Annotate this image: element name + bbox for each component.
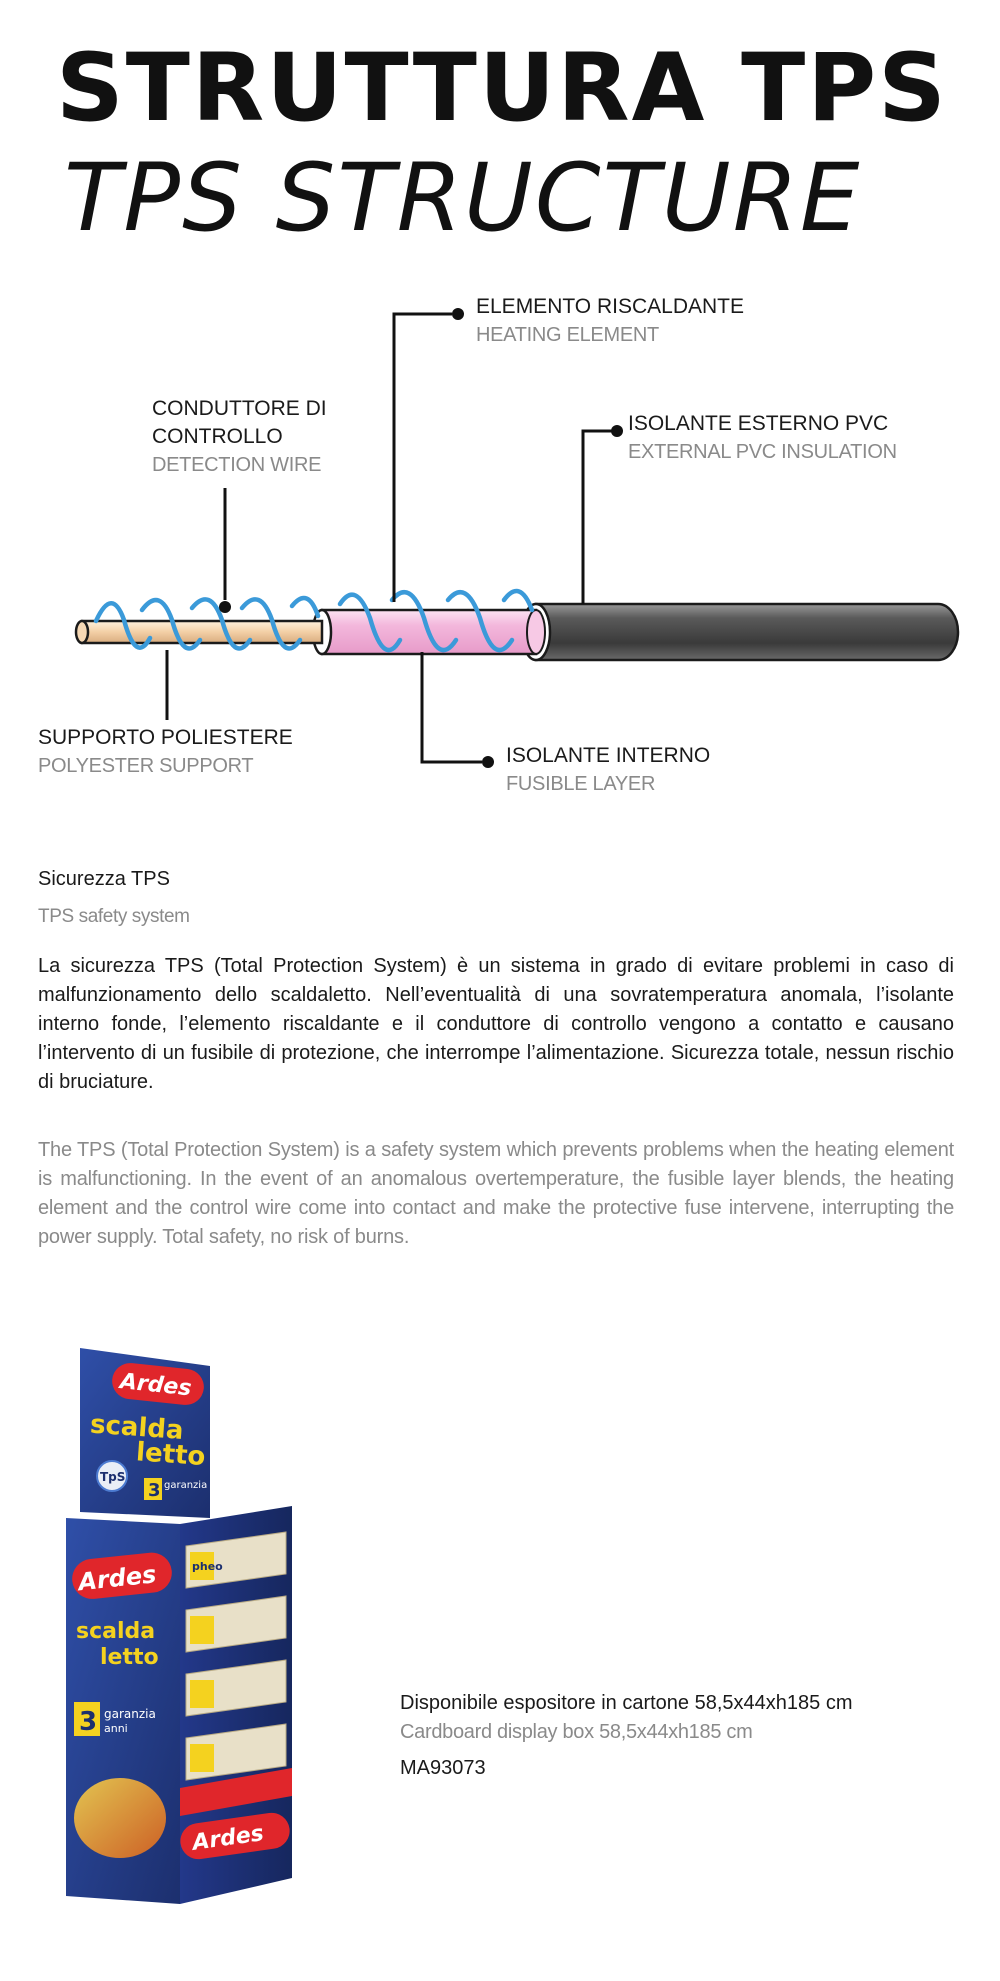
display-description-english: Cardboard display box 58,5x44xh185 cm (400, 1721, 753, 1743)
leader-external-insulation (583, 431, 612, 604)
dot-detection-wire (219, 601, 231, 613)
display-product-code: MA93073 (400, 1757, 486, 1779)
label-fusible-layer (506, 742, 710, 798)
box-product-top-1: scalda (89, 1409, 185, 1446)
label-detection-wire-it-1: CONDUTTORE DI (152, 397, 327, 420)
label-external-insulation-en: EXTERNAL PVC INSULATION (628, 441, 897, 463)
box-warranty-word-top: garanzia (164, 1480, 208, 1491)
box-product-top-2: letto (135, 1437, 207, 1473)
label-heating-element-it: ELEMENTO RISCALDANTE (476, 295, 745, 318)
label-heating-element (476, 293, 744, 349)
label-external-insulation (628, 410, 897, 466)
box-warranty-unit-front: anni (104, 1722, 128, 1735)
label-detection-wire-en: DETECTION WIRE (152, 454, 322, 476)
label-external-insulation-it: ISOLANTE ESTERNO PVC (628, 412, 889, 435)
box-warranty-years-front: 3 (79, 1707, 98, 1737)
box-tps-badge: TpS (100, 1470, 126, 1484)
label-detection-wire-it-2: CONTROLLO (152, 425, 283, 448)
section-heading-english: TPS safety system (38, 906, 190, 927)
box-warranty-years-top: 3 (148, 1480, 161, 1501)
section-heading-italian: Sicurezza TPS (38, 868, 170, 890)
box-item-brand: pheo (192, 1560, 223, 1573)
box-warranty-word-front: garanzia (104, 1707, 156, 1721)
label-heating-element-en: HEATING ELEMENT (476, 324, 659, 346)
leader-fusible-layer (422, 652, 482, 762)
dot-external-insulation (611, 425, 623, 437)
external-pvc-insulation-segment (522, 604, 958, 660)
description-english: The TPS (Total Protection System) is a safety system which prevents problems when the heating element is malfunctioning. In the event of an anomalous overtemperature, the fusible layer blends, the heating element and the control wire come into contact and make the protective fuse intervene, interrupting the power supply. Total safety, no risk of burns. (38, 1139, 954, 1248)
page-title-italian: STRUTTURA TPS (56, 34, 948, 143)
box-brand-top: Ardes (118, 1369, 193, 1402)
page-title-english: TPS STRUCTURE (64, 144, 862, 253)
box-brand-front: Ardes (76, 1560, 158, 1597)
dot-heating-element (452, 308, 464, 320)
display-description-italian: Disponibile espositore in cartone 58,5x44xh185 cm (400, 1692, 853, 1714)
label-detection-wire (152, 395, 327, 479)
label-polyester-support-it: SUPPORTO POLIESTERE (38, 726, 293, 749)
dot-fusible-layer (482, 756, 494, 768)
leader-heating-element (394, 314, 452, 602)
box-product-front-1: scalda (76, 1619, 156, 1644)
label-polyester-support-en: POLYESTER SUPPORT (38, 755, 254, 777)
label-polyester-support (38, 724, 293, 780)
box-brand-bottom: Ardes (190, 1821, 266, 1856)
label-fusible-layer-en: FUSIBLE LAYER (506, 773, 656, 795)
box-product-front-2: letto (100, 1645, 159, 1670)
label-fusible-layer-it: ISOLANTE INTERNO (506, 744, 711, 767)
description-italian: La sicurezza TPS (Total Protection System) è un sistema in grado di evitare problemi in caso di malfunzionamento dello scaldaletto. Nell’eventualità di una sovratemperatura anomala, l’isolante interno fonde, l’elemento riscaldante e il conduttore di controllo vengono a contatto e causano l’intervento di un fusibile di protezione, che interrompe l’alimentazione. Sicurezza totale, nessun rischio di bruciature. (38, 955, 954, 1093)
cardboard-display-box-image (60, 1348, 310, 1908)
